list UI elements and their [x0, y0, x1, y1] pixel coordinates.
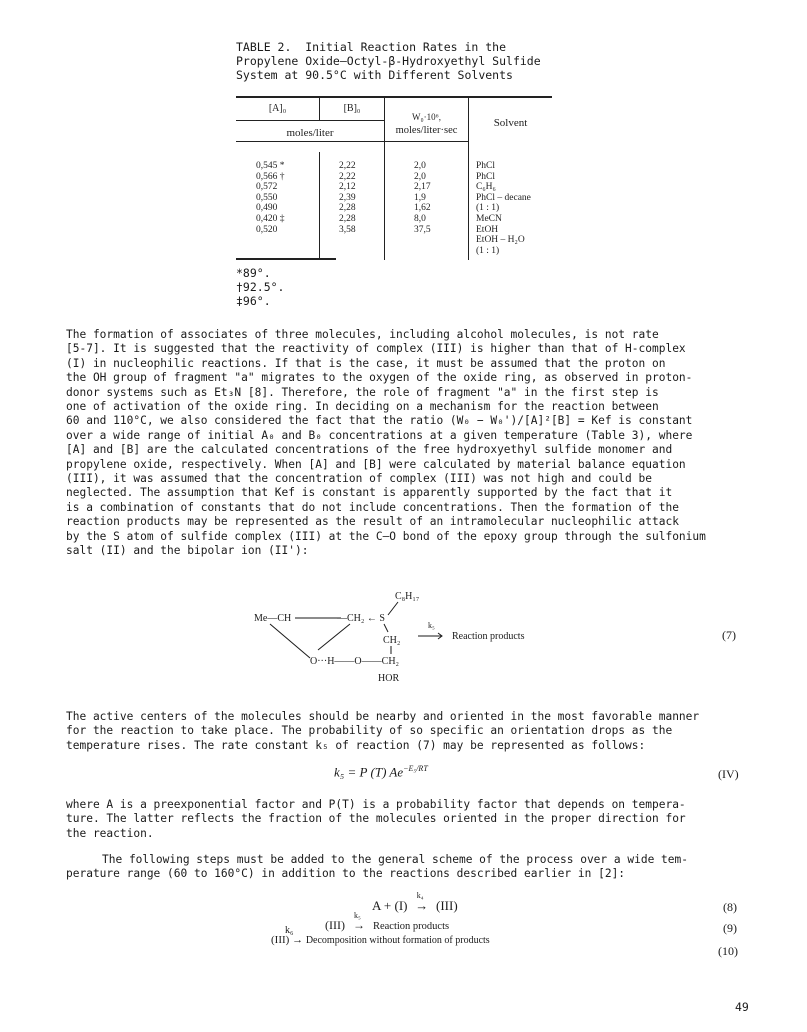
cell-solvent: (1 : 1): [476, 203, 500, 214]
cell-w: 1,9: [414, 192, 426, 203]
equation-number-iv: (IV): [718, 767, 739, 781]
text-line: perature range (60 to 160°C) in addition to the reactions described earlier in [2]:: [66, 867, 626, 881]
equation-number-8: (8): [723, 900, 737, 914]
cell-solvent: PhCl: [476, 171, 496, 182]
equation-8-left: A + (I): [372, 898, 408, 913]
text-line: propylene oxide, respectively. When [A] and [B] were calculated by material balance equation: [66, 457, 686, 471]
equation-number-7: (7): [722, 628, 736, 642]
cell-solvent: PhCl: [476, 161, 496, 171]
text-line: The active centers of the molecules should be nearby and oriented in the most favorable manner: [66, 710, 700, 723]
paragraph-orientation: [66, 710, 768, 753]
equation-number-10: (10): [718, 944, 738, 958]
header-b: [B]₀: [343, 103, 361, 114]
header-a: [A]₀: [268, 103, 287, 114]
caption-line: Propylene Oxide—Octyl-β-Hydroxyethyl Sulfide: [236, 54, 541, 69]
cell-solvent: MeCN: [476, 213, 502, 224]
table-vrule-ab-body: [319, 152, 320, 260]
scheme-products: Reaction products: [452, 631, 525, 642]
text-line: The following steps must be added to the general scheme of the process over a wide tem-: [102, 853, 688, 866]
text-line: [A] and [B] are the calculated concentrations of the free hydroxyethyl sulfide monomer and: [66, 443, 673, 457]
cell-solvent: EtOH: [476, 224, 499, 235]
scheme-c8h17: C₈H₁₇: [395, 591, 420, 602]
text-line: ture. The latter reflects the fraction of the molecules oriented in the proper direction for: [66, 812, 686, 826]
column-w: [414, 161, 431, 235]
text-line: donor systems such as Et₃N [8]. Therefore, the role of fragment "a" in the first step is: [66, 385, 659, 399]
table-rule-head: [236, 141, 468, 142]
table-footnotes: [236, 266, 284, 308]
equation-9: [325, 911, 450, 933]
caption-line: System at 90.5°C with Different Solvents: [236, 68, 513, 83]
paragraph-probability: [66, 798, 768, 841]
scheme-hor: HOR: [378, 673, 400, 684]
scheme-bond: [388, 602, 398, 615]
scheme-k5: k₅: [428, 621, 435, 630]
equation-iv: [334, 764, 428, 780]
text-line: reaction products may be represented as the result of an intramolecular nucleophilic attack: [66, 515, 679, 529]
text-line: one of activation of the oxide ring. In deciding on a mechanism for the reaction between: [66, 400, 659, 414]
cell-w: 2,17: [414, 182, 431, 193]
text-line: for the reaction to take place. The probability of so specific an orientation drops as the: [66, 724, 673, 738]
cell-a: 0,566 †: [256, 171, 285, 182]
table-rule-mid: [236, 120, 384, 121]
equation-8-k: k₄: [416, 891, 424, 900]
cell-a: 0,490: [256, 203, 278, 214]
table-rule-top: [236, 96, 552, 98]
scheme-bond: [384, 624, 388, 632]
column-b: [339, 161, 356, 235]
scheme-drawing: [250, 588, 760, 684]
equation-9-arrow: → k₅: [352, 911, 365, 932]
equation-iv-body: k₅ = P (T) Ae: [334, 764, 404, 780]
text-line: neglected. The assumption that Kef is constant is apparently supported by the fact that it: [66, 486, 673, 500]
cell-w: 1,62: [414, 203, 431, 214]
text-line: is a combination of constants that do not include concentrations. Then the formation of the: [66, 500, 679, 514]
cell-b: 2,28: [339, 213, 356, 224]
scheme-ch2: CH₂: [383, 635, 401, 646]
column-a: [256, 161, 285, 235]
equation-10-right: Decomposition without formation of products: [305, 935, 490, 946]
equation-8: [372, 891, 458, 914]
header-w: W₀·10⁶,: [411, 112, 442, 122]
text-line: 60 and 110°C, we also considered the fact that the ratio (W₀ − W₀')/[A]²[B] = Kef is constant: [66, 414, 693, 428]
cell-solvent: (1 : 1): [476, 245, 500, 256]
paragraph-mechanism: [66, 328, 768, 559]
equation-9-right: Reaction products: [372, 921, 450, 932]
footnote: *89°.: [236, 266, 271, 280]
paragraph-steps: [66, 853, 768, 882]
text-line: (I) in nucleophilic reactions. If that is the case, it must be assumed that the proton on: [66, 356, 666, 370]
cell-b: 2,22: [339, 161, 356, 171]
text-line: by the S atom of sulfide complex (III) at the C—O bond of the epoxy group through the sulfonium: [66, 529, 706, 543]
text-line: temperature rises. The rate constant k₅ of reaction (7) may be represented as follows:: [66, 738, 646, 752]
cell-a: 0,520: [256, 224, 278, 235]
cell-w: 2,0: [414, 161, 426, 171]
equation-iv-exponent: −E₅/RT: [403, 764, 428, 773]
cell-a: 0,420 ‡: [256, 213, 285, 224]
text-line: [5-7]. It is suggested that the reactivity of complex (III) is higher than that of H-complex: [66, 342, 686, 356]
equation-9-k: k₅: [353, 911, 361, 920]
cell-w: 37,5: [414, 224, 431, 235]
column-solvent: [476, 161, 531, 256]
cell-w: 8,0: [414, 213, 426, 224]
text-line: where A is a preexponential factor and P(T) is a probability factor that depends on tempera-: [66, 798, 686, 811]
equation-10-arrow: →: [292, 934, 304, 946]
cell-a: 0,550: [256, 192, 278, 203]
cell-solvent: C₆H₆: [476, 182, 496, 193]
text-line: over a wide range of initial A₀ and B₀ concentrations at a given temperature (Table 3), where: [66, 428, 693, 442]
equation-10-k: k₆: [285, 925, 294, 936]
scheme-bond: [318, 624, 350, 650]
cell-b: 3,58: [339, 224, 356, 235]
text-line: (III), it was assumed that the concentration of complex (III) was not high and could be: [66, 472, 652, 486]
cell-w: 2,0: [414, 171, 426, 182]
text-line: The formation of associates of three molecules, including alcohol molecules, is not rate: [66, 328, 659, 341]
equation-10-left: (III): [271, 934, 290, 946]
cell-solvent: EtOH – H₂O: [476, 235, 525, 246]
caption-line: TABLE 2. Initial Reaction Rates in the: [236, 40, 507, 54]
cell-a: 0,545 *: [256, 161, 285, 171]
cell-b: 2,28: [339, 203, 356, 214]
text-line: the reaction.: [66, 826, 154, 840]
table-rule-bottom: [236, 258, 336, 260]
reaction-scheme-7: [250, 588, 760, 684]
cell-a: 0,572: [256, 182, 278, 193]
header-w-units: moles/liter·sec: [395, 125, 458, 136]
scheme-ch2-s: —CH₂ ← S: [337, 613, 385, 624]
text-line: salt (II) and the bipolar ion (II'):: [66, 544, 309, 558]
footnote: †92.5°.: [236, 280, 285, 294]
cell-b: 2,12: [339, 182, 356, 193]
equation-9-left: (III): [325, 918, 345, 932]
data-table: [236, 96, 552, 260]
header-solvent: Solvent: [493, 117, 528, 129]
equation-8-right: (III): [436, 898, 458, 913]
header-units-ab: moles/liter: [286, 127, 334, 139]
cell-b: 2,22: [339, 171, 356, 182]
scheme-me-ch: Me—CH: [254, 613, 292, 624]
scheme-bond: [270, 624, 310, 658]
page-number: 49: [735, 1000, 749, 1014]
table-caption: [236, 40, 576, 83]
cell-b: 2,39: [339, 192, 356, 203]
equation-number-9: (9): [723, 921, 737, 935]
scheme-o-h-o: O···H——O——CH₂: [310, 656, 400, 667]
text-line: the OH group of fragment "a" migrates to the oxygen of the oxide ring, as observed in proton-: [66, 371, 693, 385]
footnote: ‡96°.: [236, 294, 271, 308]
equation-8-arrow: → k₄: [415, 891, 429, 913]
cell-solvent: PhCl – decane: [476, 192, 531, 203]
